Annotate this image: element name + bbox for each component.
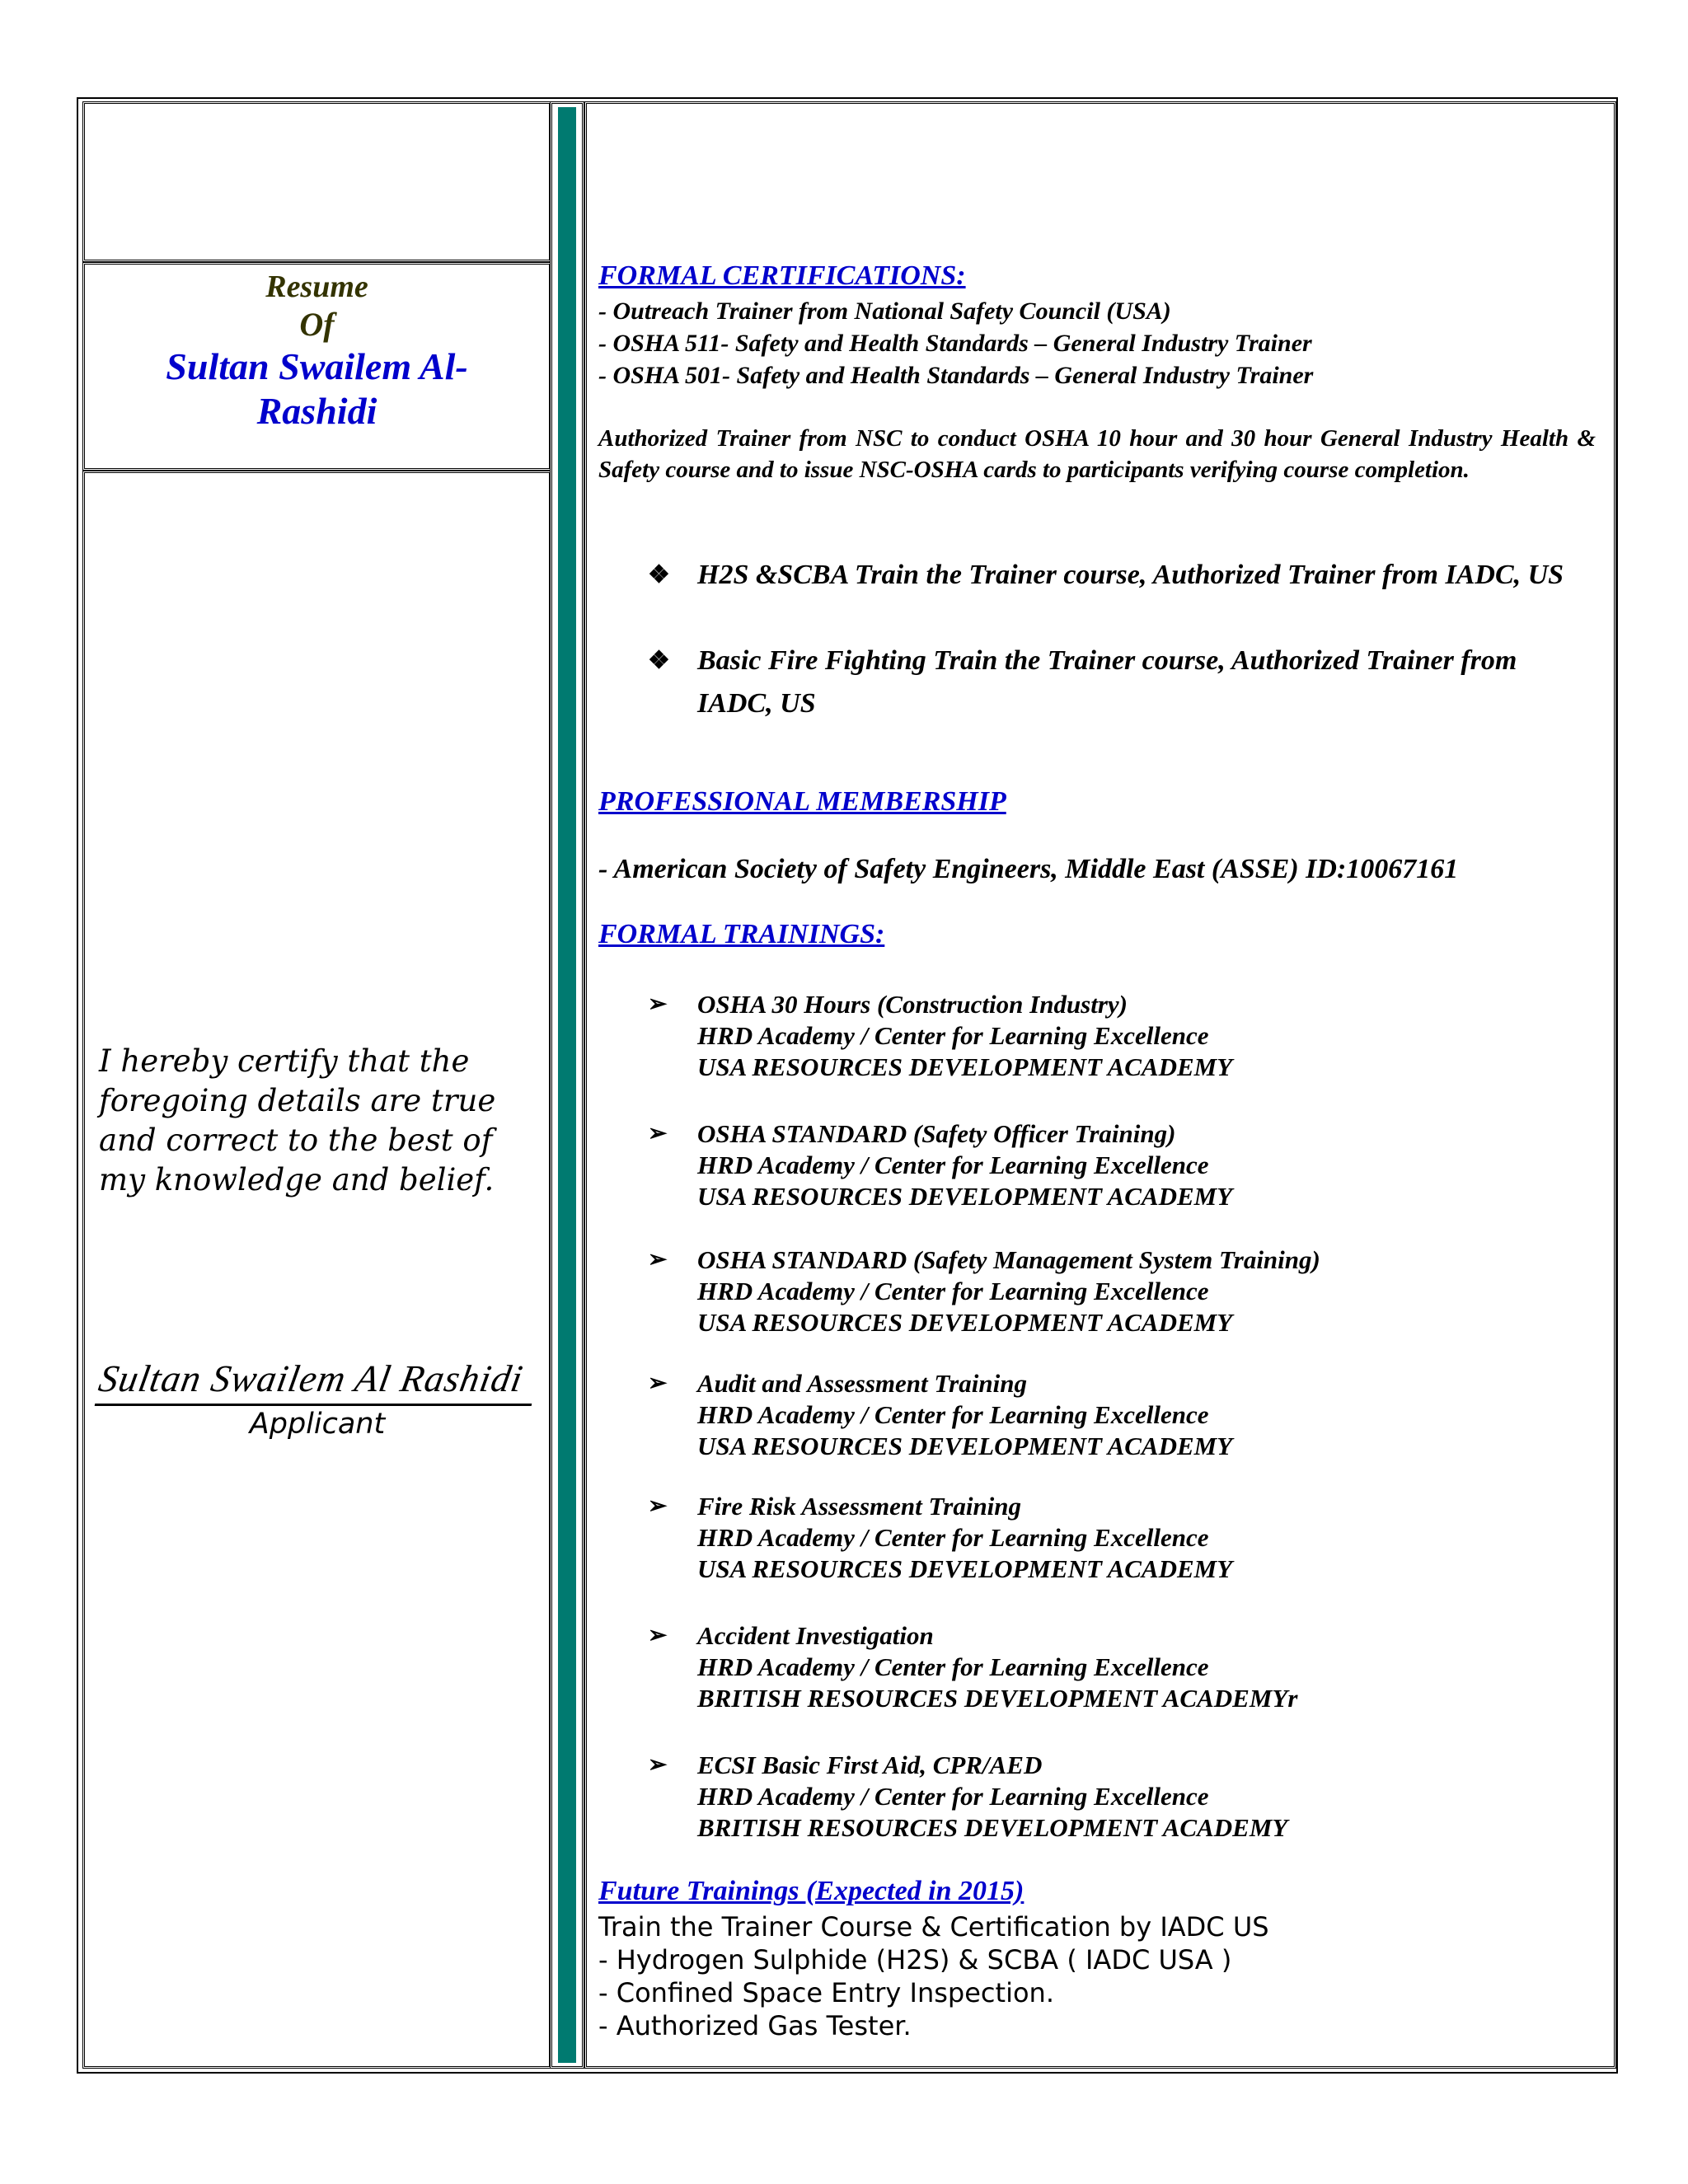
training-academy: USA RESOURCES DEVELOPMENT ACADEMY bbox=[697, 1308, 1233, 1337]
training-item bbox=[648, 1750, 1596, 1844]
professional-membership-heading: PROFESSIONAL MEMBERSHIP bbox=[598, 786, 1006, 817]
training-title: Fire Risk Assessment Training bbox=[697, 1492, 1022, 1521]
membership-item: - American Society of Safety Engineers, Middle East (ASSE) ID:10067161 bbox=[598, 854, 1459, 884]
authorized-trainer-paragraph: Authorized Trainer from NSC to conduct OSHA 10 hour and 30 hour General Industry Health & Safety course and to issue NSC-OSHA cards to participants verifying course completion. bbox=[598, 425, 1596, 483]
future-training-line: - Hydrogen Sulphide (H2S) & SCBA ( IADC USA ) bbox=[598, 1944, 1232, 1975]
training-item bbox=[648, 1244, 1596, 1338]
applicant-name: Sultan Swailem Al-Rashidi bbox=[166, 345, 468, 432]
star-list-item bbox=[648, 554, 1596, 597]
training-item bbox=[648, 1118, 1596, 1212]
future-trainings-heading: Future Trainings (Expected in 2015) bbox=[598, 1876, 1025, 1906]
training-provider: HRD Academy / Center for Learning Excellence bbox=[697, 1782, 1209, 1811]
arrow-bullet-icon: ➢ bbox=[648, 1371, 668, 1396]
of-label: Of bbox=[299, 306, 335, 343]
star-list-item bbox=[648, 640, 1596, 725]
training-academy: USA RESOURCES DEVELOPMENT ACADEMY bbox=[697, 1052, 1233, 1081]
diamond-bullet-icon: ❖ bbox=[648, 561, 670, 588]
arrow-bullet-icon: ➢ bbox=[648, 991, 668, 1017]
teal-divider bbox=[550, 101, 584, 2069]
training-provider: HRD Academy / Center for Learning Excellence bbox=[697, 1652, 1209, 1681]
resume-label: Resume bbox=[265, 269, 368, 304]
training-academy: USA RESOURCES DEVELOPMENT ACADEMY bbox=[697, 1554, 1233, 1583]
formal-certifications-heading: FORMAL CERTIFICATIONS: bbox=[598, 260, 966, 291]
star-item-text: H2S &SCBA Train the Trainer course, Authorized Trainer from IADC, US bbox=[697, 560, 1564, 590]
arrow-bullet-icon: ➢ bbox=[648, 1247, 668, 1272]
training-academy: BRITISH RESOURCES DEVELOPMENT ACADEMYr bbox=[697, 1684, 1298, 1713]
formal-trainings-heading: FORMAL TRAININGS: bbox=[598, 919, 885, 949]
certification-statement: I hereby certify that the foregoing details are true and correct to the best of my knowledge and belief. bbox=[99, 1043, 496, 1197]
certification-item: - OSHA 511- Safety and Health Standards – General Industry Trainer bbox=[598, 330, 1312, 357]
certification-item: - Outreach Trainer from National Safety Council (USA) bbox=[598, 298, 1171, 325]
arrow-bullet-icon: ➢ bbox=[648, 1752, 668, 1778]
signature: Sultan Swailem Al Rashidi bbox=[95, 1357, 541, 1406]
training-title: OSHA STANDARD (Safety Officer Training) bbox=[697, 1119, 1176, 1148]
training-provider: HRD Academy / Center for Learning Excellence bbox=[697, 1151, 1209, 1179]
training-title: OSHA STANDARD (Safety Management System Training) bbox=[697, 1245, 1320, 1274]
training-provider: HRD Academy / Center for Learning Excellence bbox=[697, 1523, 1209, 1552]
left-column-cell bbox=[82, 471, 551, 2069]
arrow-bullet-icon: ➢ bbox=[648, 1493, 668, 1519]
training-provider: HRD Academy / Center for Learning Excellence bbox=[697, 1021, 1209, 1050]
applicant-label: Applicant bbox=[249, 1408, 386, 1441]
training-provider: HRD Academy / Center for Learning Excellence bbox=[697, 1400, 1209, 1429]
training-item bbox=[648, 1368, 1596, 1462]
teal-bar bbox=[558, 107, 576, 2063]
training-provider: HRD Academy / Center for Learning Excellence bbox=[697, 1277, 1209, 1305]
training-academy: BRITISH RESOURCES DEVELOPMENT ACADEMY bbox=[697, 1813, 1288, 1842]
training-item bbox=[648, 1620, 1596, 1714]
future-training-line: - Confined Space Entry Inspection. bbox=[598, 1977, 1054, 2008]
training-item bbox=[648, 1491, 1596, 1585]
diamond-bullet-icon: ❖ bbox=[648, 647, 670, 674]
training-title: Accident Investigation bbox=[697, 1621, 934, 1650]
arrow-bullet-icon: ➢ bbox=[648, 1623, 668, 1648]
future-training-line: Train the Trainer Course & Certification by IADC US bbox=[598, 1911, 1269, 1943]
future-trainings-list bbox=[598, 1910, 1596, 2042]
training-title: OSHA 30 Hours (Construction Industry) bbox=[697, 990, 1128, 1019]
training-academy: USA RESOURCES DEVELOPMENT ACADEMY bbox=[697, 1182, 1233, 1211]
certifications-list bbox=[598, 295, 1596, 391]
certification-item: - OSHA 501- Safety and Health Standards – General Industry Trainer bbox=[598, 362, 1314, 389]
arrow-bullet-icon: ➢ bbox=[648, 1121, 668, 1146]
training-title: ECSI Basic First Aid, CPR/AED bbox=[697, 1750, 1043, 1779]
star-item-text: Basic Fire Fighting Train the Trainer course, Authorized Trainer from IADC, US bbox=[697, 645, 1517, 719]
training-academy: USA RESOURCES DEVELOPMENT ACADEMY bbox=[697, 1432, 1233, 1460]
photo-cell bbox=[82, 101, 551, 262]
training-item bbox=[648, 989, 1596, 1083]
training-title: Audit and Assessment Training bbox=[697, 1369, 1027, 1398]
future-training-line: - Authorized Gas Tester. bbox=[598, 2010, 912, 2041]
